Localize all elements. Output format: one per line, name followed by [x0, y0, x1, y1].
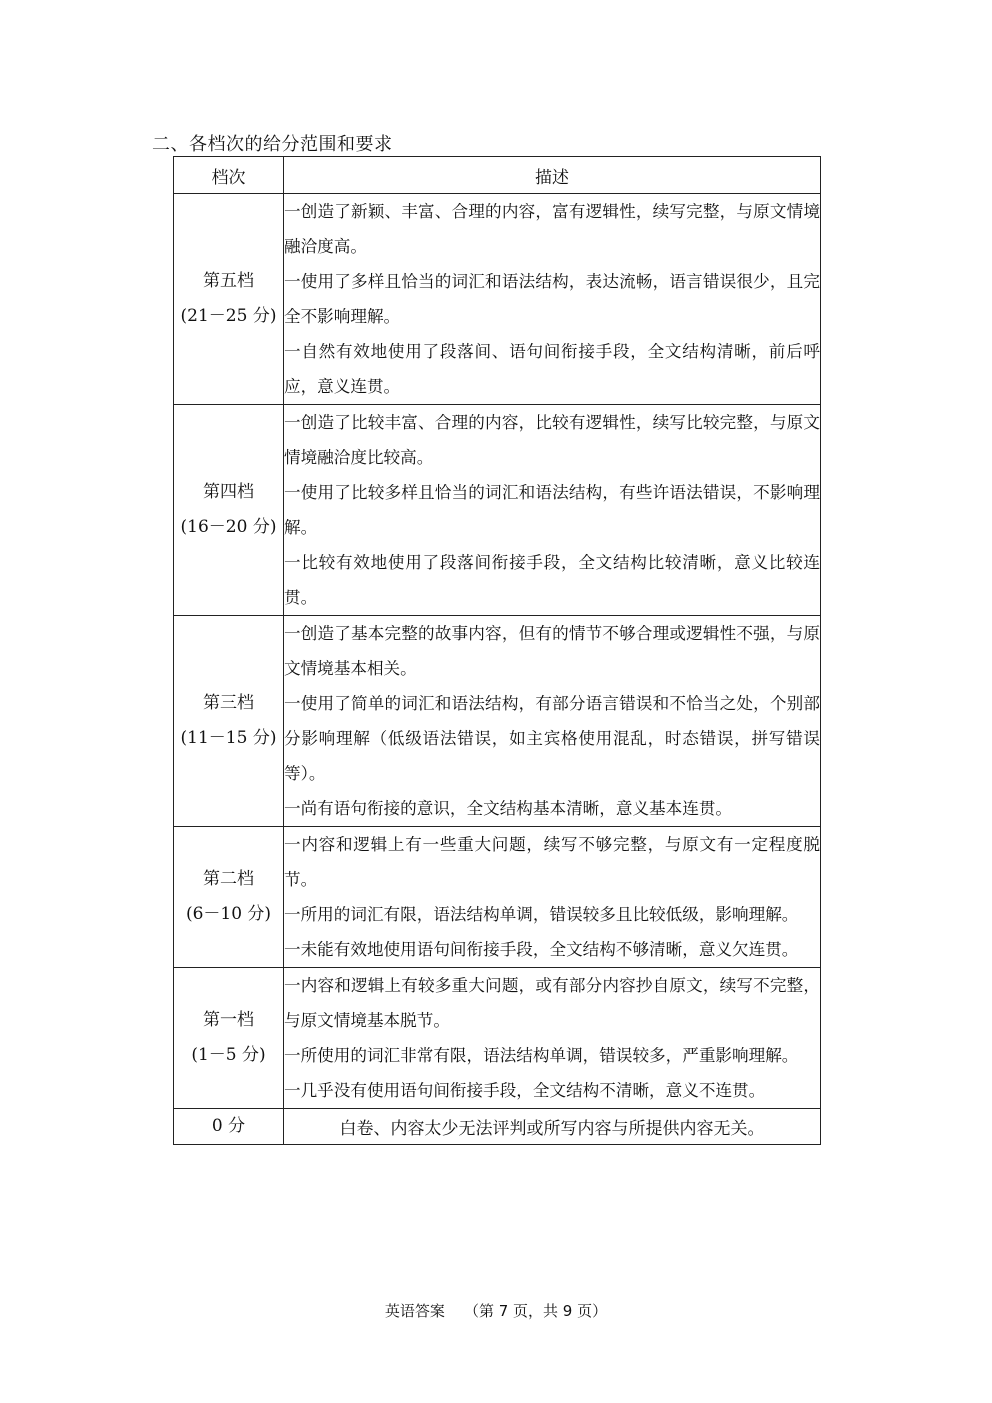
description-cell	[284, 616, 821, 827]
criterion: 一内容和逻辑上有较多重大问题，或有部分内容抄自原文，续写不完整，与原文情境基本脱节。	[284, 976, 820, 1030]
level-cell: 0 分	[174, 1109, 284, 1145]
footer-subject: 英语答案	[384, 1302, 445, 1320]
description-cell	[284, 968, 821, 1109]
criterion: 一使用了比较多样且恰当的词汇和语法结构，有些许语法错误，不影响理解。	[284, 483, 820, 537]
page-footer	[0, 1300, 992, 1321]
criterion: 一使用了简单的词汇和语法结构，有部分语言错误和不恰当之处，个别部分影响理解（低级语法错误，如主宾格使用混乱，时态错误，拼写错误等）。	[284, 694, 820, 783]
criterion: 一比较有效地使用了段落间衔接手段，全文结构比较清晰，意义比较连贯。	[284, 553, 820, 607]
table-row	[174, 827, 821, 968]
grading-table	[173, 156, 821, 1145]
level-range: (1－5 分)	[191, 1045, 266, 1065]
criterion: 一创造了基本完整的故事内容，但有的情节不够合理或逻辑性不强，与原文情境基本相关。	[284, 624, 820, 678]
criterion: 一创造了比较丰富、合理的内容，比较有逻辑性，续写比较完整，与原文情境融洽度比较高。	[284, 413, 820, 467]
level-range: (21－25 分)	[180, 306, 277, 326]
level-cell	[174, 616, 284, 827]
table-header-row	[174, 157, 821, 194]
level-name: 第四档	[203, 482, 254, 502]
level-name: 第二档	[203, 869, 254, 889]
header-level: 档次	[174, 157, 284, 194]
criterion: 一使用了多样且恰当的词汇和语法结构，表达流畅，语言错误很少，且完全不影响理解。	[284, 272, 820, 326]
level-range: (6－10 分)	[185, 904, 272, 924]
table-row	[174, 616, 821, 827]
level-range: (11－15 分)	[180, 728, 277, 748]
criterion: 一尚有语句衔接的意识，全文结构基本清晰，意义基本连贯。	[284, 799, 733, 818]
description-cell	[284, 827, 821, 968]
criterion: 一未能有效地使用语句间衔接手段，全文结构不够清晰，意义欠连贯。	[284, 940, 799, 959]
criterion: 一几乎没有使用语句间衔接手段，全文结构不清晰，意义不连贯。	[284, 1081, 766, 1100]
description-cell	[284, 194, 821, 405]
description-cell	[284, 405, 821, 616]
criterion: 一创造了新颖、丰富、合理的内容，富有逻辑性，续写完整，与原文情境融洽度高。	[284, 202, 820, 256]
description-cell: 白卷、内容太少无法评判或所写内容与所提供内容无关。	[284, 1109, 821, 1145]
level-cell	[174, 405, 284, 616]
level-range: (16－20 分)	[180, 517, 277, 537]
criterion: 一所使用的词汇非常有限，语法结构单调，错误较多，严重影响理解。	[284, 1046, 799, 1065]
table-row-zero	[174, 1109, 821, 1145]
level-name: 第五档	[203, 271, 254, 291]
level-cell	[174, 968, 284, 1109]
table-row	[174, 405, 821, 616]
criterion: 一自然有效地使用了段落间、语句间衔接手段，全文结构清晰，前后呼应，意义连贯。	[284, 342, 820, 396]
level-name: 第一档	[203, 1010, 254, 1030]
level-name: 第三档	[203, 693, 254, 713]
level-cell	[174, 194, 284, 405]
table-row	[174, 968, 821, 1109]
level-cell	[174, 827, 284, 968]
header-description: 描述	[284, 157, 821, 194]
section-heading: 二、各档次的给分范围和要求	[152, 134, 393, 155]
table-row	[174, 194, 821, 405]
criterion: 一所用的词汇有限，语法结构单调，错误较多且比较低级，影响理解。	[284, 905, 799, 924]
footer-page-info: （第 7 页，共 9 页）	[463, 1302, 608, 1320]
criterion: 一内容和逻辑上有一些重大问题，续写不够完整，与原文有一定程度脱节。	[284, 835, 820, 889]
